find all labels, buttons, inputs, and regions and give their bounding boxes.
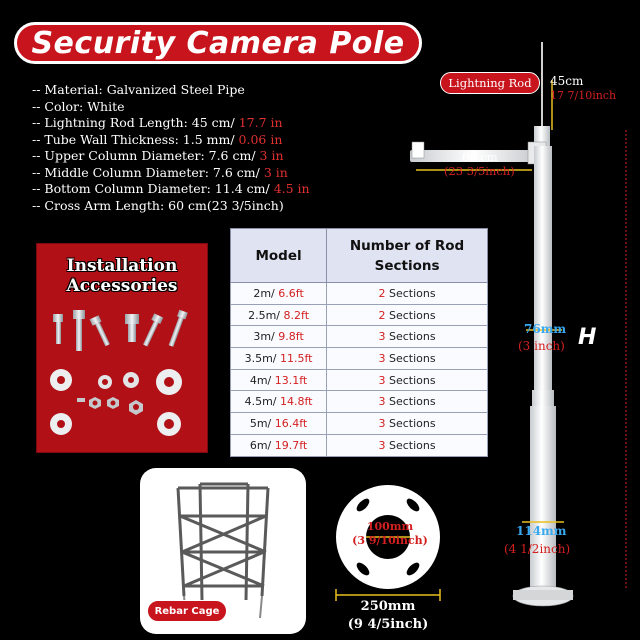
lightning-rod-label: Lightning Rod xyxy=(440,72,540,94)
pole-diagram xyxy=(400,30,640,630)
rebar-cage-label: Rebar Cage xyxy=(147,600,227,622)
accessories-panel xyxy=(36,243,208,453)
spec-list xyxy=(32,82,362,214)
arm-length-in: (23 3/5inch) xyxy=(444,164,515,178)
spec-item: -- Upper Column Diameter: 7.6 cm/ 3 in xyxy=(32,148,284,163)
page-title: Security Camera Pole xyxy=(31,25,405,61)
spec-item: -- Middle Column Diameter: 7.6 cm/ 3 in xyxy=(32,164,288,180)
spec-item: -- Lightning Rod Length: 45 cm/ 17.7 in xyxy=(32,115,283,130)
height-label: H xyxy=(578,325,597,350)
title-banner xyxy=(14,22,422,64)
table-row: 2.5m/ 8.2ft 2 Sections xyxy=(231,304,488,326)
spec-item: -- Cross Arm Length: 60 cm(23 3/5inch) xyxy=(32,197,284,213)
upper-diameter-mm: 76mm xyxy=(524,322,567,336)
accessories-title: Installation Accessories xyxy=(66,256,178,296)
spec-item: -- Bottom Column Diameter: 11.4 cm/ 4.5 in xyxy=(32,181,310,196)
nut-icon xyxy=(77,397,143,415)
rod-length-in: 17 7/10inch xyxy=(550,89,617,102)
upper-diameter-in: (3 inch) xyxy=(518,339,565,353)
table-row: 4m/ 13.1ft 3 Sections xyxy=(231,369,488,391)
rod-length-cm: 45cm xyxy=(550,74,584,88)
arm-length-cm: 60 cm xyxy=(462,150,498,164)
bottom-diameter-in: (4 1/2inch) xyxy=(504,542,571,556)
hardware-image xyxy=(37,300,209,450)
table-row: 2m/ 6.6ft 2 Sections xyxy=(231,283,488,305)
flange-inner-dimension: 100mm (3 9/10inch) xyxy=(352,520,428,547)
table-row: 5m/ 16.4ft 3 Sections xyxy=(231,413,488,435)
table-row: 6m/ 19.7ft 3 Sections xyxy=(231,434,488,456)
table-row: 3m/ 9.8ft 3 Sections xyxy=(231,326,488,348)
bolt-icon xyxy=(53,310,188,351)
table-header-sections: Number of Rod Sections xyxy=(327,229,488,283)
table-header-model: Model xyxy=(231,229,327,283)
bottom-diameter-mm: 114mm xyxy=(516,524,567,538)
table-row: 4.5m/ 14.8ft 3 Sections xyxy=(231,391,488,413)
spec-item: -- Tube Wall Thickness: 1.5 mm/ 0.06 in xyxy=(32,131,283,147)
spec-item: -- Material: Galvanized Steel Pipe xyxy=(32,82,245,97)
flange-outer-dimension: 250mm (9 4/5inch) xyxy=(347,599,429,632)
spec-item: -- Color: White xyxy=(32,98,125,114)
table-row: 3.5m/ 11.5ft 3 Sections xyxy=(231,348,488,370)
